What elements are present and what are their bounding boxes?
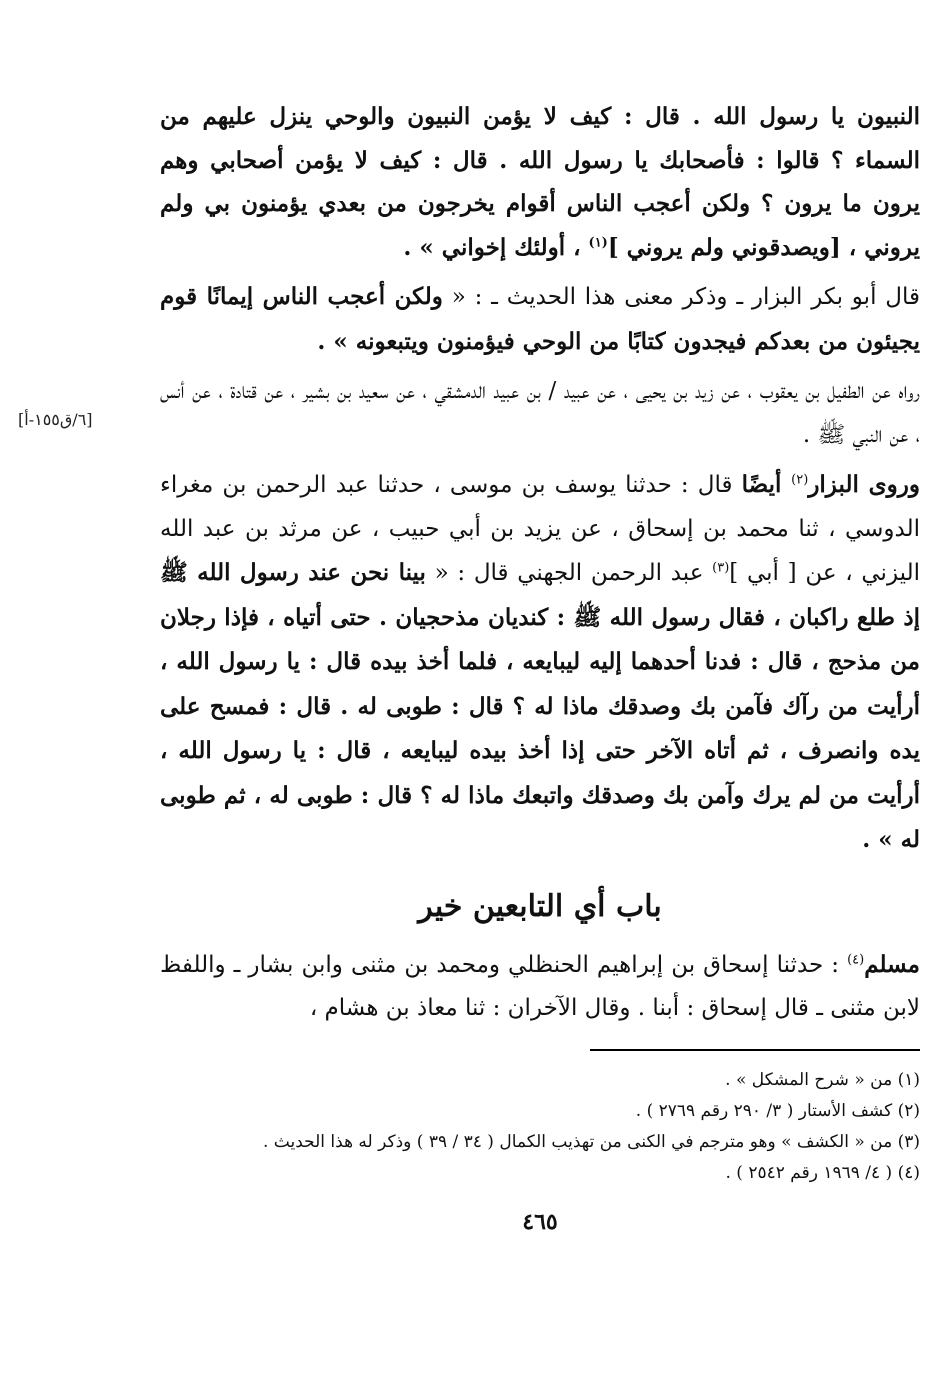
paragraph-isnad <box>160 370 920 457</box>
paragraph-also: أيضًا <box>741 471 792 498</box>
footnote-divider <box>590 1049 920 1051</box>
paragraph-lead: مسلم <box>864 950 920 978</box>
footnote-ref-4: (٤) <box>847 951 865 967</box>
footnote-ref-1: (١) <box>588 234 608 250</box>
footnote-2: (٢) كشف الأستار ( ٣/ ٢٩٠ رقم ٢٧٦٩ ) . <box>635 1100 920 1121</box>
page-body <box>160 95 920 1235</box>
footnote-3: (٣) من « الكشف » وهو مترجم في الكنى من تهذيب الكمال ( ٣٤ / ٣٩ ) وذكر له هذا الحديث . <box>262 1131 920 1152</box>
manuscript-folio-reference: [٦/ق١٥٥-أ] <box>18 410 93 429</box>
paragraph-text: : حدثنا إسحاق بن إبراهيم الحنظلي ومحمد بن مثنى وابن بشار ـ واللفظ لابن مثنى ـ قال إسحاق : أبنا . وقال الآخران : ثنا معاذ بن هشام ، <box>160 951 920 1021</box>
paragraph-lead: وروى البزار <box>808 471 920 498</box>
paragraph-bazzar-comment <box>160 275 920 364</box>
paragraph-muslim <box>160 943 920 1031</box>
footnote-ref-2: (٢) <box>791 472 809 488</box>
paragraph-isnad-text-2: عبد الرحمن الجهني قال : « <box>425 560 713 586</box>
paragraph-matn: بينا نحن عند رسول الله ﷺ إذ طلع راكبان ، فقال رسول الله ﷺ : كنديان مذحجيان . حتى أتياه ، فإذا رجلان من مذحج ، قال : فدنا أحدهما إليه ليبايعه ، فلما أخذ بيده قال : يا رسول الله ، أرأيت من رآك فآمن بك وصدقك ماذا له ؟ قال : طوبى له . قال : فمسح على يده وانصرف ، ثم أتاه الآخر حتى إذا أخذ بيده ليبايعه ، قال : يا رسول الله ، أرأيت من لم يرك وآمن بك وصدقك واتبعك ماذا له ؟ قال : طوبى له ، ثم طوبى له » . <box>160 559 920 853</box>
paragraph-lead: قال أبو بكر البزار ـ وذكر معنى هذا الحديث ـ : « <box>442 284 920 310</box>
paragraph-quote: ولكن أعجب الناس إيمانًا قوم يجيئون من بعدكم فيجدون كتابًا من الوحي فيؤمنون ويتبعونه » . <box>160 283 920 355</box>
paragraph-isnad-text: قال : حدثنا يوسف بن موسى ، حدثنا عبد الرحمن بن مغراء الدوسي ، ثنا محمد بن إسحاق ، عن يزيد بن أبي حبيب ، عن مرثد بن عبد الله اليزني ، عن [ أبي ] <box>160 472 920 586</box>
paragraph-bazzar-narration <box>160 463 920 863</box>
footnote-4: (٤) ( ٤/ ١٩٦٩ رقم ٢٥٤٢ ) . <box>725 1162 920 1183</box>
paragraph-text-end: ، أولئك إخواني » . <box>403 233 589 261</box>
paragraph-text: رواه عن الطفيل بن يعقوب ، عن زيد بن يحيى ، عن عبيد / بن عبيد الدمشقي ، عن سعيد بن بشير ، عن قتادة ، عن أنس ، عن النبي ﷺ . <box>160 378 920 448</box>
paragraph-text: النبيون يا رسول الله . قال : كيف لا يؤمن النبيون والوحي ينزل عليهم من السماء ؟ قالوا : فأصحابك يا رسول الله . قال : كيف لا يؤمن أصحابي وهم يرون ما يرون ؟ ولكن أعجب الناس أقوام يخرجون من بعدي يؤمنون بي ولم يروني ، [ويصدقوني ولم يروني ] <box>160 103 920 261</box>
page-number: ٤٦٥ <box>522 1208 558 1235</box>
footnote-ref-3: (٣) <box>712 560 730 576</box>
chapter-title: باب أي التابعين خير <box>418 888 662 924</box>
footnote-1: (١) من « شرح المشكل » . <box>725 1069 920 1090</box>
paragraph-hadith-brothers <box>160 95 920 269</box>
